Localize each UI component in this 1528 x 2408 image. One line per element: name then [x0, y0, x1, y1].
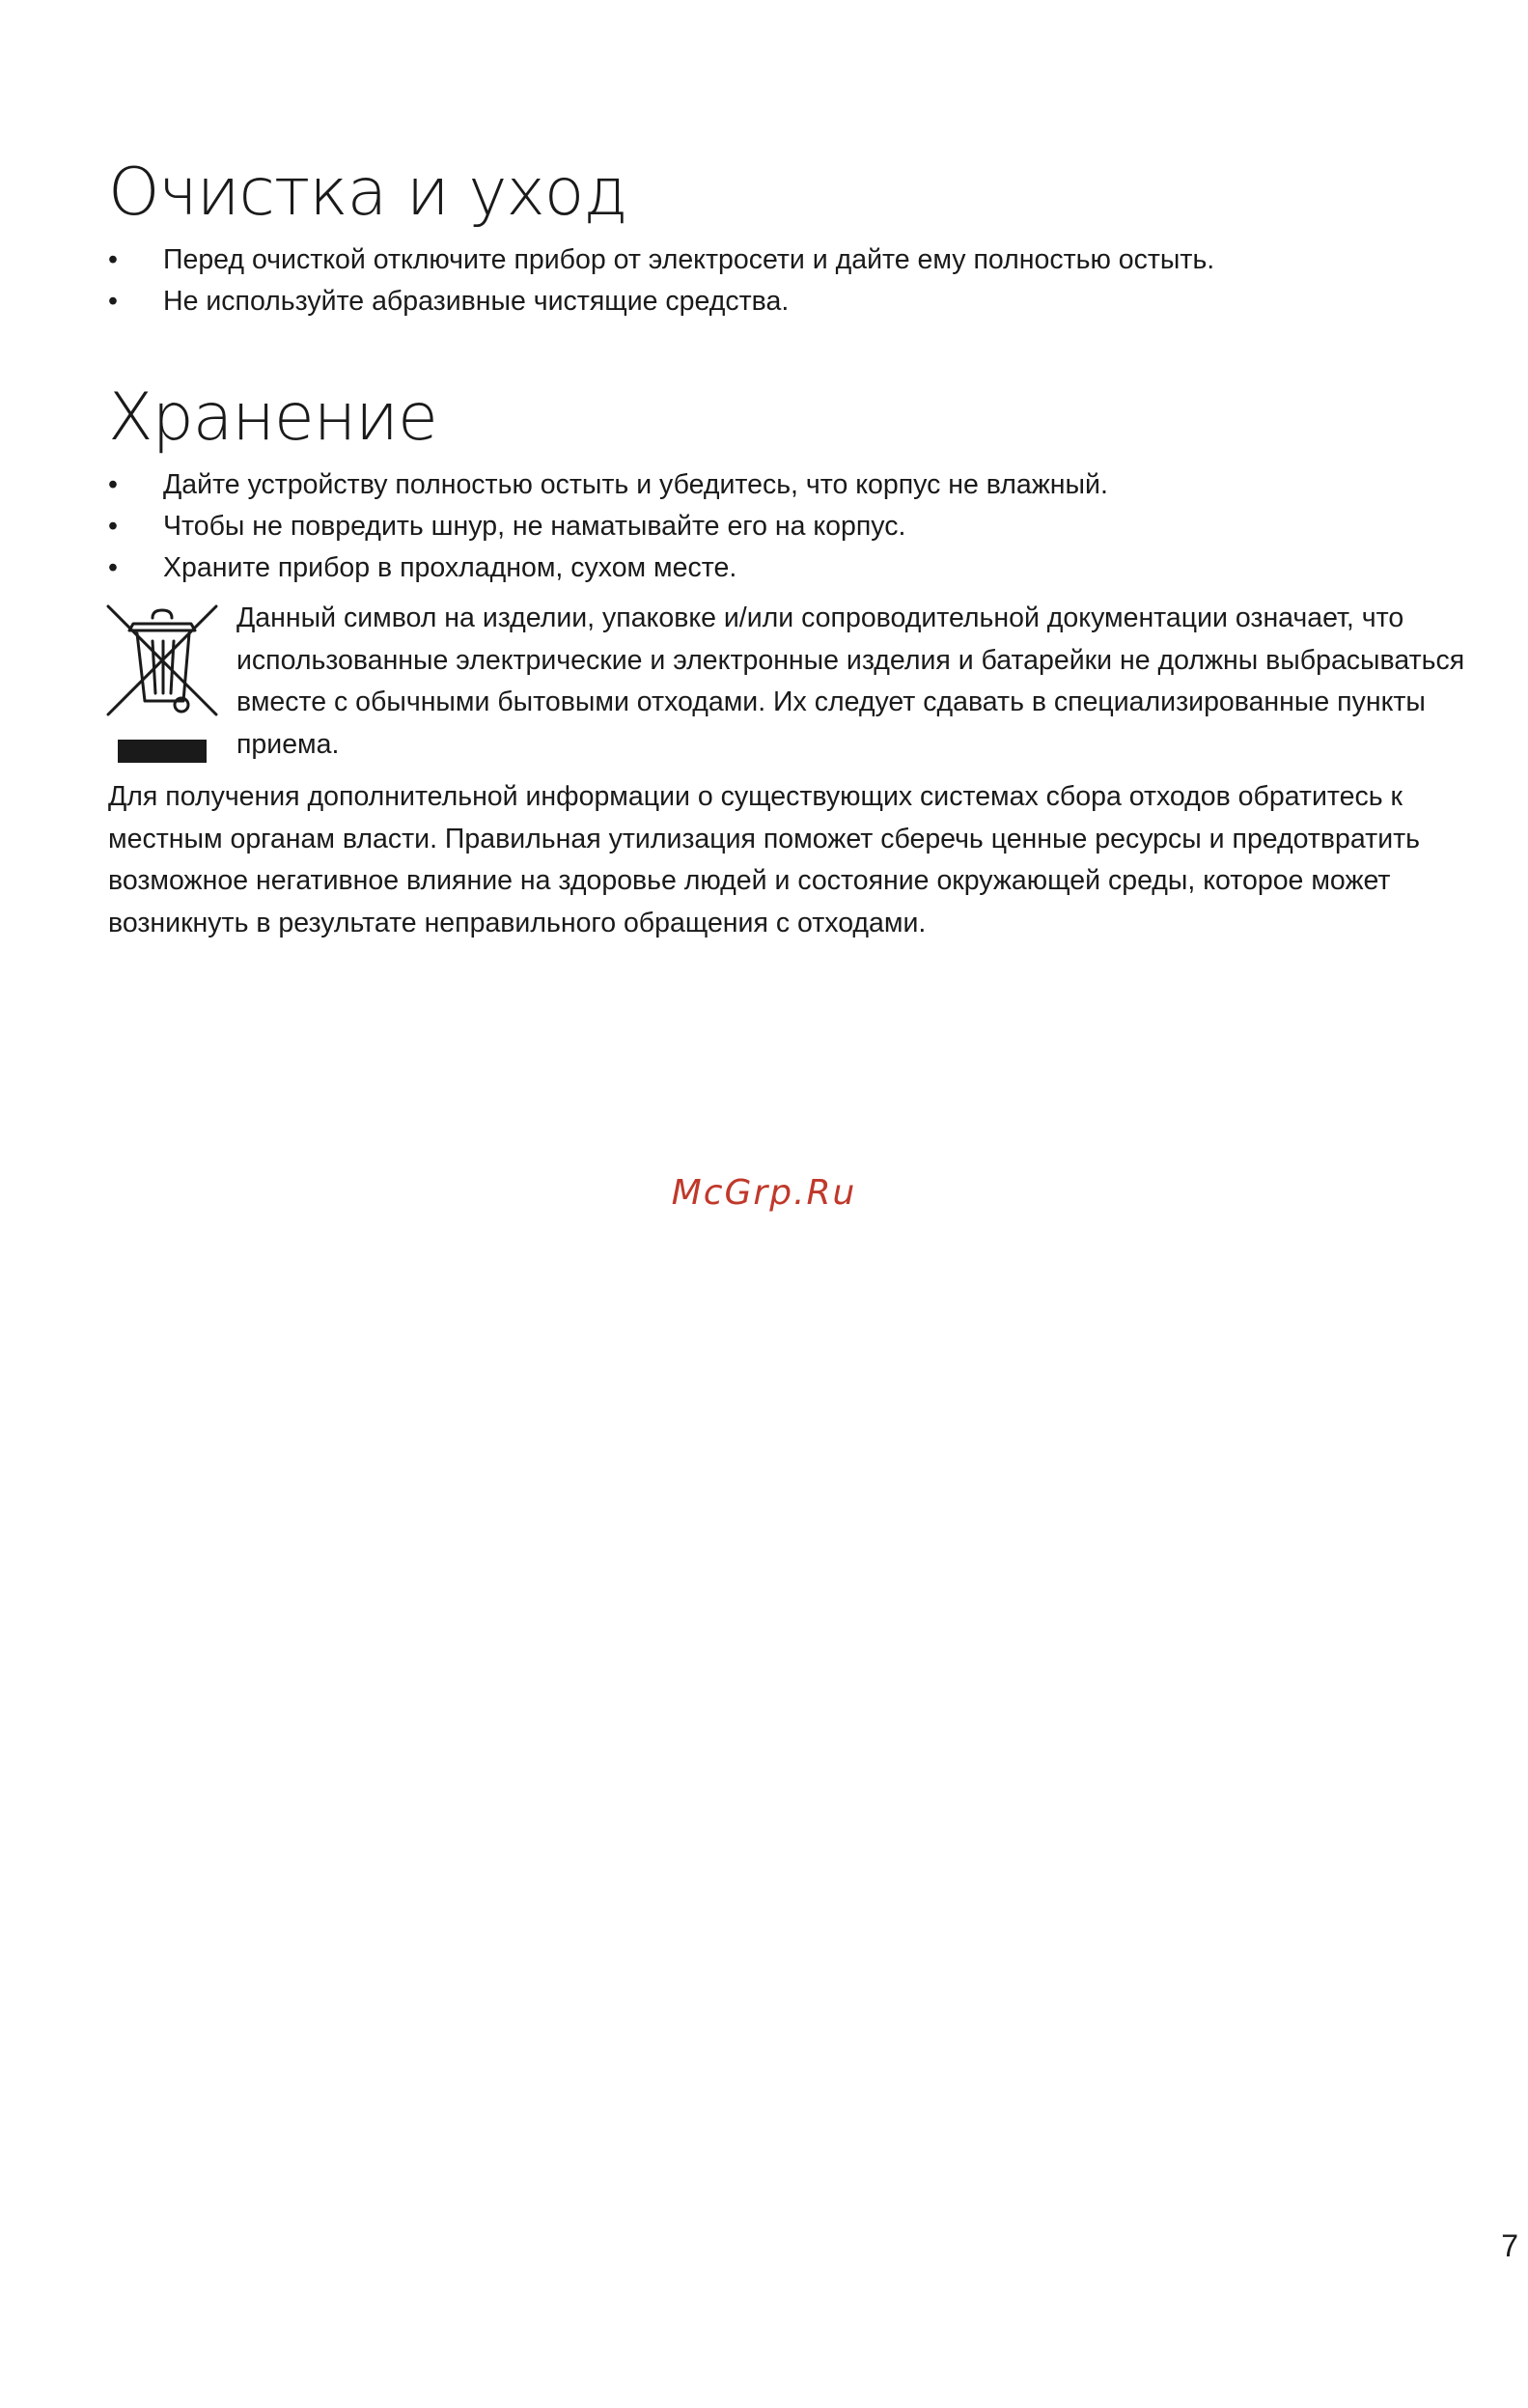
list-item-text: Не используйте абразивные чистящие средства. — [163, 286, 790, 317]
list-item — [108, 506, 1108, 547]
bullet: • — [108, 244, 118, 275]
list-item-text: Храните прибор в прохладном, сухом месте. — [163, 552, 737, 583]
cleaning-list — [108, 239, 1214, 322]
bullet: • — [108, 469, 118, 500]
list-item — [108, 547, 1108, 589]
list-item — [108, 464, 1108, 506]
crossed-out-wheelie-bin-icon — [106, 604, 218, 764]
list-item — [108, 239, 1214, 281]
list-item — [108, 281, 1214, 322]
bullet: • — [108, 552, 118, 583]
section-title-storage: Хранение — [108, 379, 437, 456]
bullet: • — [108, 511, 118, 542]
page-number: 7 — [1501, 2228, 1518, 2263]
list-item-text: Дайте устройству полностью остыть и убедитесь, что корпус не влажный. — [163, 469, 1108, 500]
disposal-symbol-description: Данный символ на изделии, упаковке и/или сопроводительной документации означает, что использованные электрические и электронные изделия и батарейки не должны выбрасываться вместе с обычными бытовыми отходами. Их следует сдавать в специализированные пункты приема. — [236, 602, 1465, 760]
storage-list — [108, 464, 1108, 589]
watermark: McGrp.Ru — [671, 1173, 857, 1213]
bullet: • — [108, 286, 118, 317]
section-title-cleaning: Очистка и уход — [108, 154, 627, 231]
list-item-text: Чтобы не повредить шнур, не наматывайте его на корпус. — [163, 511, 906, 542]
list-item-text: Перед очисткой отключите прибор от электросети и дайте ему полностью остыть. — [163, 244, 1215, 275]
disposal-paragraph: Для получения дополнительной информации о существующих системах сбора отходов обратитесь к местным органам власти. Правильная утилизация поможет сберечь ценные ресурсы и предотвратить возможное негативное влияние на здоровье людей и состояние окружающей среды, которое может возникнуть в результате неправильного обращения с отходами. — [108, 781, 1421, 938]
